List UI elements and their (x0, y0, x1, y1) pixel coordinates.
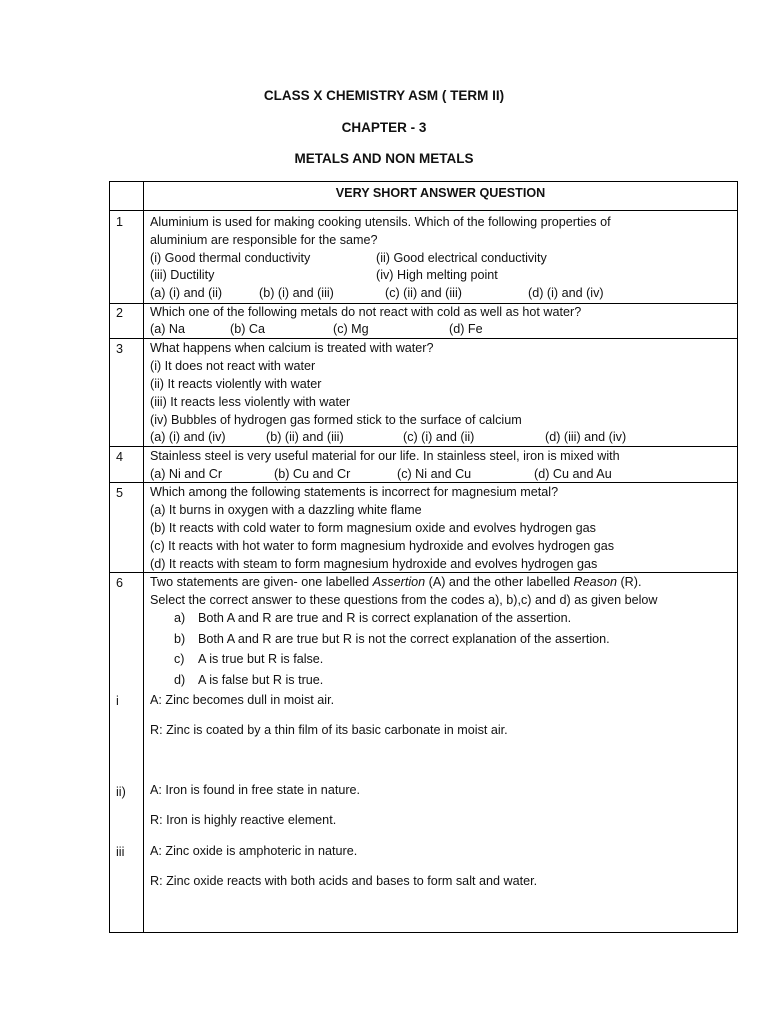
question-number: 2 (116, 306, 124, 320)
option-text: (ii) It reacts violently with water (150, 377, 322, 391)
assertion-text: A: Zinc becomes dull in moist air. (150, 693, 335, 707)
option-text: (iii) Ductility (150, 268, 215, 282)
question-text: Select the correct answer to these questions from the codes a), b),c) and d) as given below (150, 593, 658, 607)
question-text: aluminium are responsible for the same? (150, 233, 378, 247)
code-text: Both A and R are true but R is not the correct explanation of the assertion. (198, 632, 610, 646)
table-column-divider (143, 181, 144, 933)
question-number: 6 (116, 576, 124, 590)
question-text: Stainless steel is very useful material for our life. In stainless steel, iron is mixed with (150, 449, 620, 463)
question-text: What happens when calcium is treated with water? (150, 341, 434, 355)
code-text: A is false but R is true. (198, 673, 324, 687)
option-text: (iii) It reacts less violently with water (150, 395, 351, 409)
table-border-bottom (109, 932, 738, 933)
question-number: 1 (116, 215, 124, 229)
sub-question-label: iii (116, 845, 125, 859)
table-rule (109, 210, 738, 211)
answer-choice: (a) Na (150, 322, 185, 336)
answer-choice: (c) Ni and Cu (397, 467, 472, 481)
answer-choice: (b) (i) and (iii) (259, 286, 334, 300)
code-text: Both A and R are true and R is correct explanation of the assertion. (198, 611, 572, 625)
reason-term: Reason (573, 575, 617, 589)
chapter-heading: CHAPTER - 3 (341, 120, 427, 135)
option-text: (ii) Good electrical conductivity (376, 251, 547, 265)
sub-question-label: ii) (116, 785, 126, 799)
code-text: A is true but R is false. (198, 652, 324, 666)
document-title: CLASS X CHEMISTRY ASM ( TERM II) (263, 88, 505, 103)
assertion-text: A: Iron is found in free state in nature. (150, 783, 361, 797)
option-text: (i) Good thermal conductivity (150, 251, 311, 265)
assertion-term: Assertion (372, 575, 426, 589)
code-marker: d) (174, 673, 186, 687)
option-text: (c) It reacts with hot water to form magnesium hydroxide and evolves hydrogen gas (150, 539, 615, 553)
answer-choice: (c) (ii) and (iii) (385, 286, 462, 300)
answer-choice: (d) Fe (449, 322, 483, 336)
answer-choice: (a) Ni and Cr (150, 467, 223, 481)
question-text: Which among the following statements is incorrect for magnesium metal? (150, 485, 559, 499)
table-border-right (737, 181, 738, 933)
question-text: Which one of the following metals do not react with cold as well as hot water? (150, 305, 582, 319)
assertion-text: A: Zinc oxide is amphoteric in nature. (150, 844, 358, 858)
subject-heading: METALS AND NON METALS (294, 151, 474, 166)
answer-choice: (b) Cu and Cr (274, 467, 351, 481)
question-text-segment: Two statements are given- one labelled (150, 575, 373, 589)
answer-choice: (d) Cu and Au (534, 467, 612, 481)
code-marker: b) (174, 632, 186, 646)
section-title: VERY SHORT ANSWER QUESTION (335, 186, 546, 200)
answer-choice: (c) (i) and (ii) (403, 430, 475, 444)
answer-choice: (d) (iii) and (iv) (545, 430, 627, 444)
reason-text: R: Zinc oxide reacts with both acids and bases to form salt and water. (150, 874, 538, 888)
option-text: (d) It reacts with steam to form magnesium hydroxide and evolves hydrogen gas (150, 557, 598, 571)
option-text: (b) It reacts with cold water to form magnesium oxide and evolves hydrogen gas (150, 521, 596, 535)
reason-text: R: Zinc is coated by a thin film of its basic carbonate in moist air. (150, 723, 508, 737)
answer-choice: (d) (i) and (iv) (528, 286, 604, 300)
reason-text: R: Iron is highly reactive element. (150, 813, 337, 827)
answer-choice: (b) Ca (230, 322, 265, 336)
option-text: (iv) Bubbles of hydrogen gas formed stick to the surface of calcium (150, 413, 522, 427)
answer-choice: (a) (i) and (iv) (150, 430, 226, 444)
answer-choice: (b) (ii) and (iii) (266, 430, 344, 444)
question-text: Aluminium is used for making cooking utensils. Which of the following properties of (150, 215, 611, 229)
answer-choice: (a) (i) and (ii) (150, 286, 223, 300)
question-text-segment: (R). (616, 575, 642, 589)
code-marker: a) (174, 611, 186, 625)
question-number: 3 (116, 342, 124, 356)
option-text: (i) It does not react with water (150, 359, 316, 373)
answer-choice: (c) Mg (333, 322, 369, 336)
question-text-segment: (A) and the other labelled (425, 575, 574, 589)
sub-question-label: i (116, 694, 119, 708)
question-number: 5 (116, 486, 124, 500)
question-number: 4 (116, 450, 124, 464)
option-text: (a) It burns in oxygen with a dazzling white flame (150, 503, 422, 517)
table-border-top (109, 181, 738, 182)
question-text (150, 573, 641, 591)
option-text: (iv) High melting point (376, 268, 498, 282)
code-marker: c) (174, 652, 185, 666)
table-border-left (109, 181, 110, 933)
